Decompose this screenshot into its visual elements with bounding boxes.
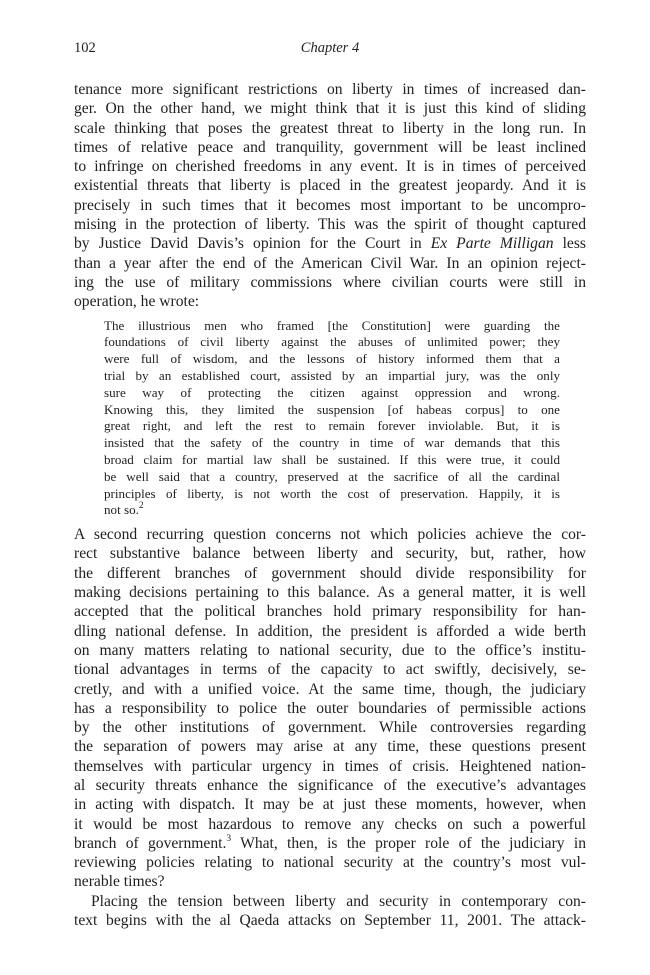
text-line: text begins with the al Qaeda attacks on September 11, 2001. The attack- xyxy=(74,912,586,930)
text-run: branch of government. xyxy=(74,834,227,852)
quote-line: Knowing this, they limited the suspension [of habeas corpus] to one xyxy=(104,401,560,417)
case-name: Ex Parte Milligan xyxy=(430,235,554,253)
text-line xyxy=(74,834,586,853)
text-line: it would be most hazardous to remove any checks on such a powerful xyxy=(74,815,586,833)
quote-line: principles of liberty, is not worth the cost of preservation. Happily, it is xyxy=(104,485,560,501)
text-line: the different branches of government should divide responsibility for xyxy=(74,564,586,582)
body-text xyxy=(74,80,586,930)
text-run: by Justice David Davis’s opinion for the Court in xyxy=(74,235,422,253)
text-line: tenance more significant restrictions on liberty in times of increased dan- xyxy=(74,81,586,98)
text-line: Placing the tension between liberty and security in contemporary con- xyxy=(91,892,586,910)
text-line: has a responsibility to police the outer boundaries of permissible actions xyxy=(74,699,586,717)
text-line: accepted that the political branches hold primary responsibility for han- xyxy=(74,603,586,621)
quote-line: broad claim for martial law shall be sustained. If this were true, it could xyxy=(104,451,560,467)
text-line: A second recurring question concerns not which policies achieve the cor- xyxy=(74,526,586,544)
quote-line: great right, and left the rest to remain forever inviolable. But, it is xyxy=(104,418,560,434)
text-line: precisely in such times that it becomes most important to be uncompro- xyxy=(74,196,586,214)
page-header xyxy=(74,40,586,62)
text-line: ing the use of military commissions where civilian courts were still in xyxy=(74,273,586,291)
text-line: than a year after the end of the American Civil War. In an opinion reject- xyxy=(74,254,586,272)
text-line: ger. On the other hand, we might think that it is just this kind of sliding xyxy=(74,100,586,118)
footnote-marker: 3 xyxy=(226,833,232,844)
text-line: making decisions pertaining to this balance. As a general matter, it is well xyxy=(74,584,586,602)
text-run: less xyxy=(553,235,586,253)
text-line: al security threats enhance the significance of the executive’s advantages xyxy=(74,776,586,794)
quote-line: were full of wisdom, and the lessons of history informed them that a xyxy=(104,351,560,367)
text-line: mising in the protection of liberty. This was the spirit of thought captured xyxy=(74,216,586,234)
text-line: dling national defense. In addition, the president is afforded a wide berth xyxy=(74,622,586,640)
text-line xyxy=(74,234,586,253)
chapter-title: Chapter 4 xyxy=(300,40,360,56)
text-line: reviewing policies relating to national security at the country’s most vul- xyxy=(74,854,586,872)
text-line: scale thinking that poses the greatest threat to liberty in the long run. In xyxy=(74,119,586,137)
quote-line: insisted that the safety of the country in time of war demands that this xyxy=(104,435,560,451)
text-line: operation, he wrote: xyxy=(74,293,200,311)
block-quote xyxy=(104,318,560,520)
paragraph-2 xyxy=(74,525,586,892)
quote-line: foundations of civil liberty against the abuses of unlimited power; they xyxy=(104,334,560,350)
text-line: on many matters relating to national security, due to the office’s institu- xyxy=(74,641,586,659)
text-line: to infringe on cherished freedoms in any event. It is in times of perceived xyxy=(74,158,586,176)
quote-line: sure way of protecting the citizen against oppression and wrong. xyxy=(104,384,560,400)
text-line: cretly, and with a unified voice. At the same time, though, the judiciary xyxy=(74,680,586,698)
quote-line: The illustrious men who framed [the Constitution] were guarding the xyxy=(104,317,560,333)
text-line: the separation of powers may arise at any time, these questions present xyxy=(74,738,586,756)
paragraph-3 xyxy=(74,892,586,931)
text-line: tional advantages in terms of the capacity to act swiftly, decisively, se- xyxy=(74,661,586,679)
text-line: times of relative peace and tranquility, government will be least inclined xyxy=(74,138,586,156)
text-line: rect substantive balance between liberty and security, but, rather, how xyxy=(74,545,586,563)
quote-line: be well said that a country, preserved at the sacrifice of all the cardinal xyxy=(104,468,560,484)
text-run: What, then, is the proper role of the judiciary in xyxy=(231,834,586,852)
text-run: not so. xyxy=(104,502,139,518)
text-line: nerable times? xyxy=(74,873,165,891)
text-line: by the other institutions of government. While controversies regarding xyxy=(74,719,586,737)
quote-line xyxy=(104,502,560,519)
text-line: themselves with particular urgency in times of crisis. Heightened nation- xyxy=(74,757,586,775)
footnote-marker: 2 xyxy=(138,500,144,511)
text-line: existential threats that liberty is placed in the greatest jeopardy. And it is xyxy=(74,177,586,195)
text-line: in acting with dispatch. It may be at just these moments, however, when xyxy=(74,796,586,814)
quote-line: trial by an established court, assisted by an impartial jury, was the only xyxy=(104,367,560,383)
paragraph-1 xyxy=(74,80,586,312)
page-number: 102 xyxy=(74,40,96,56)
